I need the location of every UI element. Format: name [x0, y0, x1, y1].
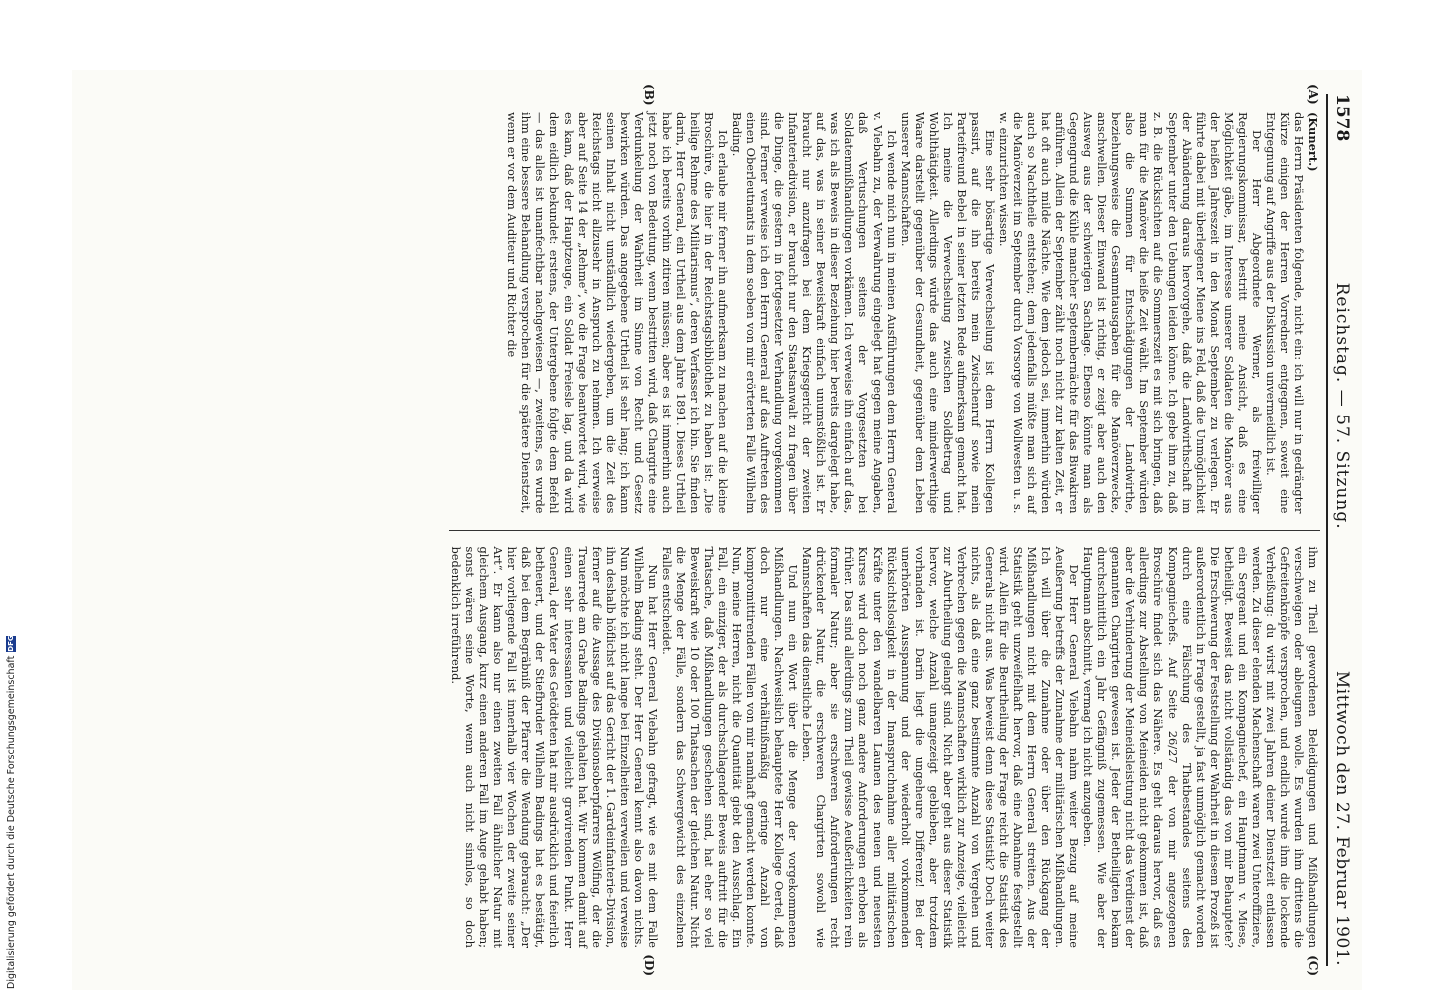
margin-letter-c: (C) — [1306, 955, 1320, 976]
paragraph: Ich erlaube mir ferner ihn aufmerksam zu machen auf die kleine Broschüre, die hier in der Reichstagsbibliothek zu haben ist: „Die heilige Rehme des Militarismus“, deren Verfasser ich bin. Sie finden darin, Herr General, ein Urtheil aus dem Jahre 1891. Dieses Urtheil habe ich bereits vorhin zitiren müssen; aber es ist immerhin auch jetzt noch von Bedeutung, wenn bestritten wird, daß Chargirte eine Verdunkelung der Wahrheit im Sinne von Recht und Gesetz bewirken würden. Das angegebene Urtheil ist sehr lang; ich kann seinen Inhalt nicht umständlich wiedergeben, um die Zeit des Reichstags nicht allzusehr in Anspruch zu nehmen. Ich verweise aber auf Seite 14 der „Rehme“, wo die Frage beantwortet wird, wie es kam, daß der Hauptzeuge, ein Soldat Freiesle lag, und da wird dem eidlich bekundet: erstens, der Untergebene folgte dem Befehl — das alles ist unanfechtbar nachgewiesen —, zweitens, es wurde ihm eine bessere Behandlung versprochen für die spätere Dienstzeit, wenn er vor dem Auditeur und Richter die — [505, 112, 731, 514]
session-date: Mittwoch den 27. Februar 1901. — [1332, 670, 1352, 966]
margin-letter-d: (D) — [642, 954, 656, 976]
text-columns — [449, 84, 1320, 976]
page-title: Reichstag. — 57. Sitzung. — [1332, 282, 1352, 530]
paragraph: Der Herr General Viebahn nahm weiter Bezug auf meine Aeußerung betreffs der Zunahme der militärischen Mißhandlungen. Ich will über die Zunahme oder über den Rückgang der Mißhandlungen nicht mit dem Herrn General streiten. Aus der Statistik geht unzweifelhaft hervor, daß eine Abnahme festgestellt wird. Allein für die Beurtheilung der Frage reicht die Statistik des Generals nicht aus. Was beweist denn diese Statistik? Doch weiter nichts, als daß eine ganz bestimmte Anzahl von Vergehen und Verbrechen gegen die Mannschaften wirklich zur Anzeige, vielleicht zur Aburtheilung gelangt sind. Nicht aber geht aus dieser Statistik hervor, welche Anzahl unangezeigt geblieben, aber trotzdem vorhanden ist. Darin liegt die ungeheure Differenz! Bei der unerhörten Ausspannung und der wiederholt vorkommenden Rücksichtslosigkeit in der Inanspruchnahme aller militärischen Kräfte unter den wandelbaren Launen des neuen und neuesten Kurses wird doch noch ganz andere Anforderungen erhoben als früher. Das sind allerdings zum Theil gewisse Aeußerlichkeiten rein formaler Natur; aber sie erschweren Anforderungen recht drückender Natur, die erschweren Chargirten sowohl wie Mannschaften das dienstliche Leben. — [800, 546, 1082, 948]
paragraph: ihm zu Theil gewordenen Beleidigungen und Mißhandlungen verschweigen oder ableugnen wolle. Es wurden ihm drittens die Gefreitenknöpfe versprochen, und endlich wurde ihm die lockende Verheißung: du wirst mit zwei Jahren deiner Dienstzeit entlassen werden. Zu dieser elenden Machenschaft waren zwei Unteroffiziere, ein Sergeant und ein Kompagniechef, ein Hauptmann v. Miese, betheiligt. Beweist das nicht vollständig das von mir Behauptete? Die Erschwerung der Feststellung der Wahrheit in diesem Prozeß ist außerordentlich in Frage gestellt, ja fast unmöglich gemacht worden durch eine Fälschung des Thatbestandes seitens des Kompagniechefs. Auf Seite 26/27 der von mir angezogenen Broschüre findet sich das Nähere. Es geht daraus hervor, daß es allerdings zur Abstellung von Meineiden nicht gekommen ist, daß aber die Verhinderung der Meineidsleistung nicht das Verdienst der genannten Chargirten gewesen ist. Jeder der Betheiligten bekam durchschnittlich ein Jahr Gefängniß zugemessen. Wie aber der Hauptmann abschnitt, vermag ich nicht anzugeben. — [1081, 546, 1320, 948]
left-column — [449, 84, 1320, 531]
digitization-credit — [4, 609, 18, 989]
right-column — [449, 531, 1320, 976]
paragraph: das Herrn Präsidenten folgende, nicht ein: ich will nur in gedrängter Kürze einigen der Herren Vorredner entgegnen, soweit eine Entgegnung auf Angriffe aus der Diskussion unvermeidlich ist. — [1263, 112, 1306, 514]
page-number: 1578 — [1332, 94, 1352, 142]
paragraph: Ich wende mich nun in meinen Ausführungen dem Herrn General v. Viebahn zu, der Verwahrung eingelegt hat gegen meine Angaben, daß Vertuschungen seitens der Vorgesetzten bei Soldatenmißhandlungen vorkämen. Ich verweise ihn einfach auf das, was ich als Beweis in dieser Beziehung hier bereits dargelegt habe, auf das, was in seiner Beweiskraft einfach unumstößlich ist. Er braucht nur anzufragen bei dem Kriegsgericht der zweiten Infanteriedivision, er braucht nur den Staatsanwalt zu fragen über die Dinge, die gestern in fortgesetzter Verhandlung vorgekommen sind. Ferner verweise ich den Herrn General auf das Auftreten des einen Oberleutnants in dem soeben von mir erörterten Falle Wilhelm Bading. — [730, 112, 899, 514]
document-page — [72, 70, 1362, 990]
speaker-name: (Kunert.) — [1306, 112, 1320, 172]
margin-letter-a: (A) — [1306, 84, 1320, 105]
paragraph: Und nun ein Wort über die Menge der vorgekommenen Mißhandlungen. Nachweislich behauptete Herr Kollege Oertel, daß doch nur eine verhältnißmäßig geringe Anzahl von kompromittirenden Fällen von mir namhaft gemacht werden konnte. Nun, meine Herren, nicht die Quantität giebt den Ausschlag. Ein Fall, ein einziger, der als durchschlagender Beweis auftritt für die Thatsache, daß Mißhandlungen geschehen sind, hat eher so viel Beweiskraft wie 10 oder 100 Thatsachen der gleichen Natur. Nicht die Menge der Fälle, sondern das Schwergewicht des einzelnen Falles entscheidet. — [659, 546, 801, 948]
margin-letter-b: (B) — [642, 84, 656, 106]
paragraph: Der Herr Abgeordnete Werner, als freiwilliger Regierungskommissar, bestritt meine Ansicht, daß es eine Möglichkeit gäbe, im Interesse unserer Soldaten die Manöver aus der heißen Jahreszeit in den Monat September zu verlegen. Er führte dabei mit überlegener Miene ins Feld, daß die Unmöglichkeit der Abänderung daraus hervorgehe, daß die Landwirthschaft im September unter den Uebungen leiden könne. Ich gebe ihm zu, daß z. B. die Rücksichten auf die Sommerszeit es mit sich bringen, daß man für die Manöver die heiße Zeit wählt. Im September würden also die Summen für Entschädigungen der Landwirthe, beziehungsweise die Gesammtausgaben für die Manöverzwecke, anschwellen. Dieser Einwand ist richtig, er zeigt aber auch den Ausweg aus der schwierigen Sachlage. Ebenso könnte man als Gegengrund die Kühle mancher Septembernächte für das Biwakiren anführen. Allein der September zählt noch nicht zur kalten Zeit, er hat oft auch milde Nächte. Wie dem jedoch sei, immerhin würden auch so Nachtheile entstehen; dem jedenfalls müßte man sich auf die Manöverzeit im September durch Vorsorge von Wollwesten u. s. w. einzurichten wissen. — [996, 112, 1264, 514]
page-header — [1326, 94, 1352, 966]
dfg-logo-icon: DFG — [7, 635, 15, 652]
credit-text: Digitalisierung gefördert durch die Deutsche Forschungsgemeinschaft — [5, 655, 17, 989]
paragraph: Eine sehr bösartige Verwechselung ist dem Herrn Kollegen passirt, auf die ihn bereits mein Zwischenruf sowie mein Parteifreund Bebel in seiner letzten Rede aufmerksam gemacht hat. Ich meine die Verwechselung zwischen Soldbetrag und Wohlthätigkeit. Allerdings würde das auch eine minderwerthige Waare darstellt gegenüber der Gesundheit, gegenüber dem Leben unserer Mannschaften. — [898, 112, 997, 514]
paragraph: Nun hat Herr General Viebahn gefragt, wie es mit dem Falle Wilhelm Bading steht. Der Herr General kennt also davon nichts. Nun möchte ich nicht lange bei Einzelheiten verweilen und verweise ihn deshalb höflichst auf das Gericht der 1. Gardeinfanterie-Division, ferner auf die Aussage des Divisionsoberpfarrers Wölfing, der die Trauerrede am Grabe Badings gehalten hat. Wir kommen damit auf einen sehr interessanten und vielleicht gravirenden Punkt. Herr General, der Vater des Getödteten hat mir ausdrücklich und feierlich betheuert, und der Stiefbruder Wilhelm Badings hat es bestätigt, daß bei dem Begräbniß der Pfarrer die Wendung gebraucht: „Der hier vorliegende Fall ist innerhalb vier Wochen der zweite seiner Art“. Er kann also nur einen zweiten Fall ähnlicher Natur mit gleichem Ausgang, kurz einen anderen Fall im Auge gehabt haben; sonst wären seine Worte, wenn auch nicht sinnlos, so doch bedenklich irreführend. — [449, 546, 660, 948]
